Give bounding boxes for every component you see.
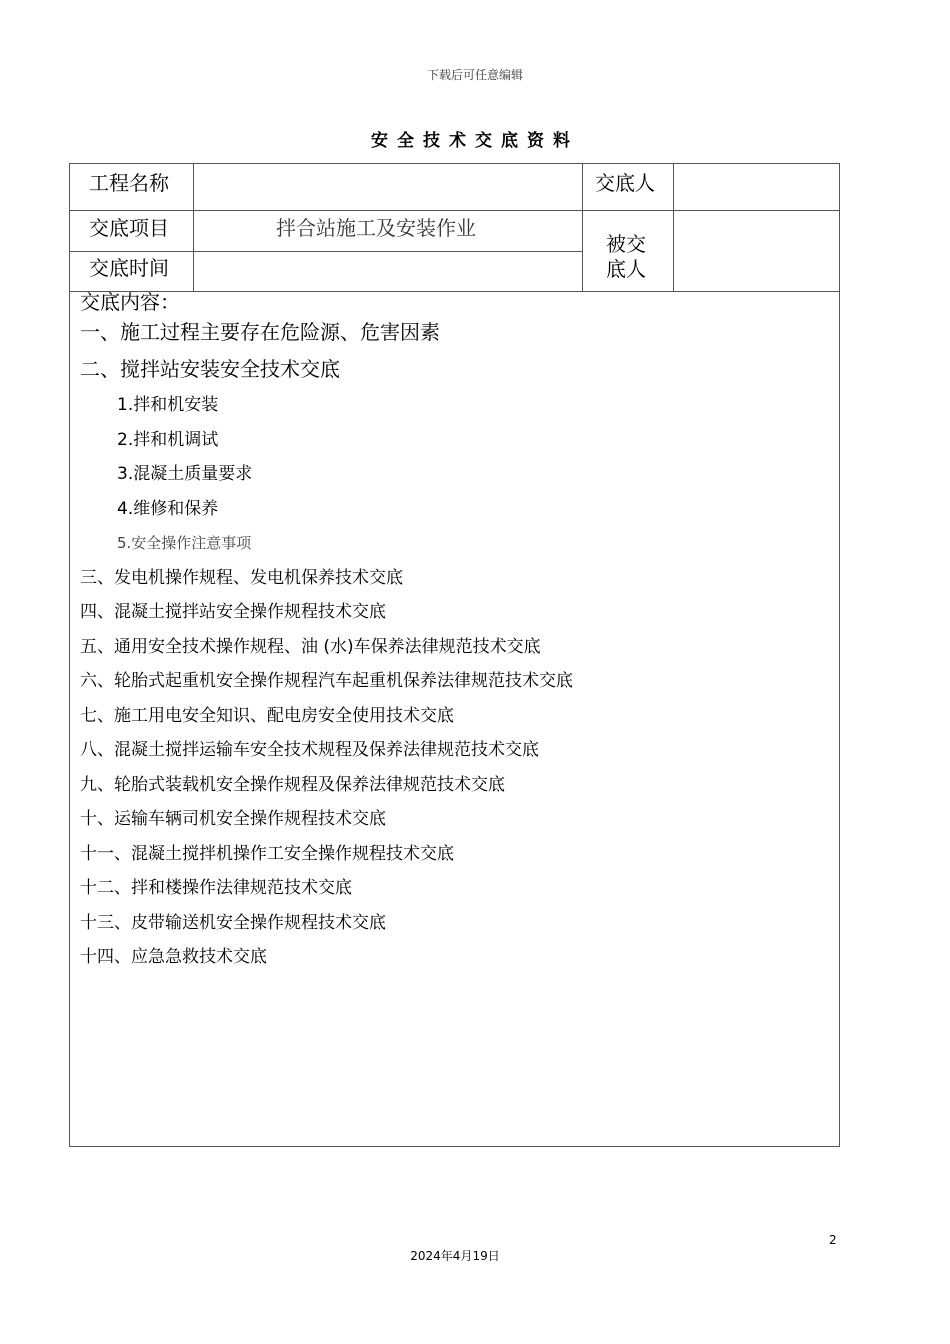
page-number: 2 xyxy=(829,1233,837,1247)
content-item: 二、搅拌站安装安全技术交底 xyxy=(80,357,340,381)
content-list xyxy=(80,314,830,975)
header-note: 下载后可任意编辑 xyxy=(426,68,523,82)
content-item: 十一、混凝土搅拌机操作工安全操作规程技术交底 xyxy=(80,843,454,864)
content-item: 5.安全操作注意事项 xyxy=(117,534,252,552)
document-title: 安全技术交底资料 xyxy=(371,131,579,151)
content-item: 七、施工用电安全知识、配电房安全使用技术交底 xyxy=(80,705,454,726)
footer-date: 2024年4月19日 xyxy=(410,1249,500,1263)
content-item: 十四、应急急救技术交底 xyxy=(80,947,267,967)
content-item: 2.拌和机调试 xyxy=(117,429,219,450)
content-item: 4.维修和保养 xyxy=(117,498,219,519)
receiver-field[interactable] xyxy=(682,214,832,284)
content-title: 交底内容： xyxy=(80,290,180,314)
content-item: 三、发电机操作规程、发电机保养技术交底 xyxy=(80,567,403,588)
time-label: 交底时间 xyxy=(89,256,169,280)
column-divider xyxy=(193,164,194,291)
content-item: 四、混凝土搅拌站安全操作规程技术交底 xyxy=(80,602,386,622)
briefing-content xyxy=(80,290,830,975)
item-field[interactable]: 拌合站施工及安装作业 xyxy=(276,216,476,240)
content-item: 十、运输车辆司机安全操作规程技术交底 xyxy=(80,809,386,829)
content-item: 十二、拌和楼操作法律规范技术交底 xyxy=(80,878,352,898)
item-label: 交底项目 xyxy=(89,216,169,240)
project-name-label: 工程名称 xyxy=(89,171,169,195)
time-field[interactable] xyxy=(205,256,570,286)
content-item: 六、轮胎式起重机安全操作规程汽车起重机保养法律规范技术交底 xyxy=(80,671,573,691)
column-divider xyxy=(582,164,583,291)
issuer-label: 交底人 xyxy=(595,171,655,195)
content-item: 十三、皮带输送机安全操作规程技术交底 xyxy=(80,912,386,933)
project-name-field[interactable] xyxy=(205,169,570,201)
content-item: 一、施工过程主要存在危险源、危害因素 xyxy=(80,320,440,344)
receiver-label-line1: 被交 xyxy=(606,232,646,256)
row-divider xyxy=(70,210,839,211)
content-item: 1.拌和机安装 xyxy=(117,395,219,415)
content-item: 八、混凝土搅拌运输车安全技术规程及保养法律规范技术交底 xyxy=(80,740,539,760)
receiver-label-line2: 底人 xyxy=(606,257,646,281)
content-item: 九、轮胎式装载机安全操作规程及保养法律规范技术交底 xyxy=(80,774,505,795)
issuer-field[interactable] xyxy=(682,169,832,201)
content-item: 3.混凝土质量要求 xyxy=(117,464,253,484)
content-item: 五、通用安全技术操作规程、油 (水)车保养法律规范技术交底 xyxy=(80,636,541,657)
column-divider xyxy=(673,164,674,291)
